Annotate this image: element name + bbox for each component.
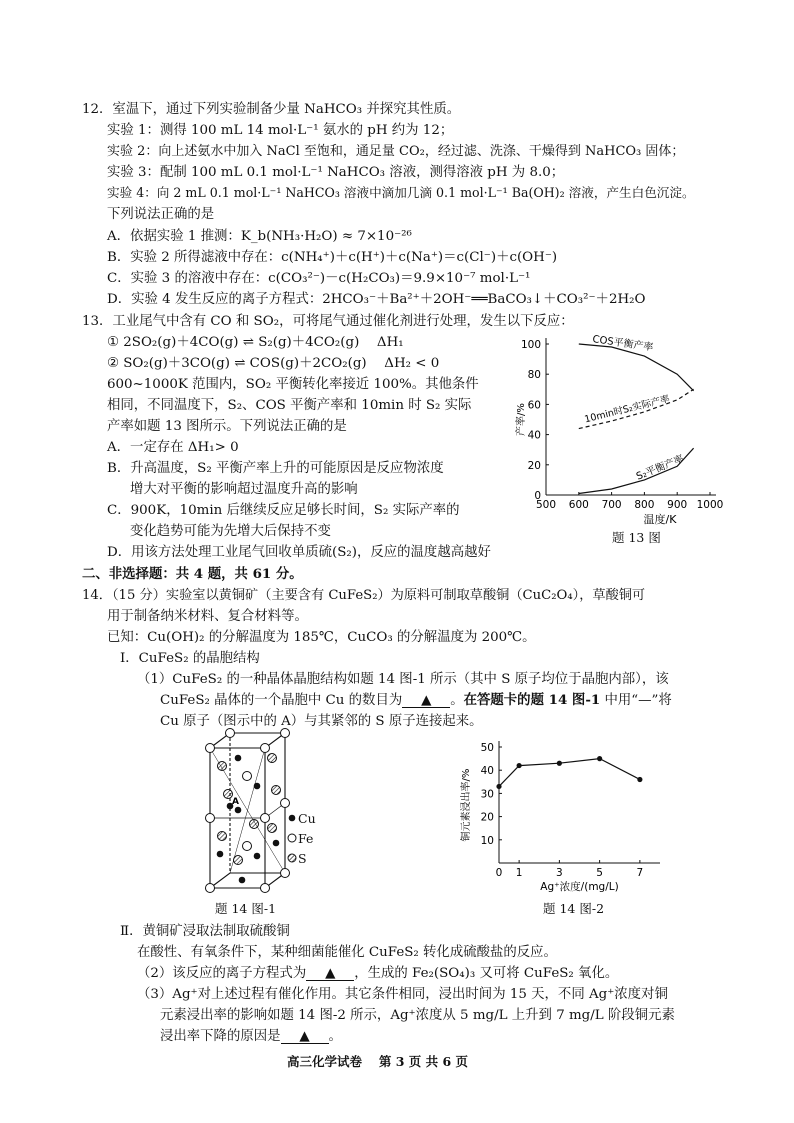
q13-option-a: A．一定存在 ΔH₁> 0 [107, 440, 239, 455]
q14-q1-line3: Cu 原子（图示中的 A）与其紧邻的 S 原子连接起来。 [160, 714, 483, 729]
y-tick-label: 0 [534, 490, 541, 502]
data-point [496, 784, 501, 789]
cu-legend-marker [289, 815, 296, 822]
y-tick-label: 40 [527, 429, 541, 442]
q14-q2-answer-blank: ▲ [306, 967, 354, 981]
q13-option-b-2: 增大对平衡的影响超过温度升高的影响 [130, 482, 358, 497]
q14-q3-line2: 元素浸出率的影响如题 14 图-2 所示，Ag⁺浓度从 5 mg/L 上升到 7 mg/L 阶段铜元素 [160, 1008, 675, 1023]
s-legend-marker [288, 854, 296, 862]
x-tick-label: 900 [667, 499, 688, 511]
q14-q1-period: 。 [450, 693, 464, 708]
data-point [557, 761, 562, 766]
q14-stem-2: 用于制备纳米材料、复合材料等。 [107, 609, 308, 624]
q14-q3-line3 [160, 1030, 342, 1044]
q14-q3-period: 。 [328, 1029, 342, 1044]
page-footer: 高三化学试卷 第 3 页 共 6 页 [287, 1054, 469, 1069]
series-label-s2-eq: S₂平衡产率 [634, 453, 686, 483]
x-tick-label: 600 [568, 499, 589, 511]
q14-q2-line [137, 967, 618, 981]
x-tick-label: 5 [596, 867, 603, 879]
q14-q1-bold-instruction: 在答题卡的题 14 图-1 [463, 692, 601, 708]
q13-text-1: 600~1000K 范围内，SO₂ 平衡转化率接近 100%。其他条件 [107, 377, 479, 392]
q14-part2-title: Ⅱ．黄铜矿浸取法制取硫酸铜 [120, 924, 290, 939]
q14-q1-tail: 中用“—”将 [600, 693, 672, 708]
q14-q3-line1: （3）Ag⁺对上述过程有催化作用。其它条件相同，浸出时间为 15 天，不同 Ag⁺浓度对铜 [137, 987, 668, 1002]
q12-exp3: 实验 3：配制 100 mL 0.1 mol·L⁻¹ NaHCO₃ 溶液，测得溶液 pH 为 8.0； [107, 165, 565, 180]
q14-q1-line1: （1）CuFeS₂ 的一种晶体晶胞结构如题 14 图-1 所示（其中 S 原子均位于晶胞内部），该 [137, 672, 669, 687]
q13-chart-caption: 题 13 图 [612, 530, 661, 545]
y-axis-label: 铜元素浸出率/% [461, 768, 472, 842]
x-tick-label: 1000 [696, 499, 724, 511]
q13-option-b-1: B．升高温度，S₂ 平衡产率上升的可能原因是反应物浓度 [107, 461, 444, 476]
q12-option-c: C．实验 3 的溶液中存在：c(CO₃²⁻)－c(H₂CO₃)＝9.9×10⁻⁷ mol·L⁻¹ [107, 271, 531, 286]
y-tick-label: 20 [527, 459, 541, 472]
y-tick-label: 40 [480, 765, 494, 778]
y-tick-label: 30 [480, 788, 494, 801]
x-tick-label: 3 [556, 867, 563, 879]
q14-q3-text: 浸出率下降的原因是 [160, 1029, 281, 1044]
q12-option-d: D．实验 4 发生反应的离子方程式：2HCO₃⁻＋Ba²⁺＋2OH⁻══BaCO₃↓＋CO₃²⁻＋2H₂O [107, 292, 646, 307]
q13-text-3: 产率如题 13 图所示。下列说法正确的是 [107, 419, 347, 434]
fe-legend-marker [288, 834, 296, 842]
q12-option-b: B．实验 2 所得滤液中存在：c(NH₄⁺)＋c(H⁺)＋c(Na⁺)＝c(Cl⁻)＋c(OH⁻) [107, 250, 558, 265]
q14-chart [455, 735, 695, 900]
s-legend-label: S [298, 851, 307, 866]
x-tick-label: 800 [634, 499, 655, 511]
series-label-cos: COS平衡产率 [591, 334, 654, 354]
q12-ask: 下列说法正确的是 [107, 207, 215, 222]
q14-q1-answer-blank: ▲ [402, 694, 450, 708]
q13-option-d: D．用该方法处理工业尾气回收单质硫(S₂)，反应的温度越高越好 [107, 545, 491, 560]
section-heading: 二、非选择题：共 4 题，共 61 分。 [82, 566, 303, 582]
q14-known: 已知：Cu(OH)₂ 的分解温度为 185℃，CuCO₃ 的分解温度为 200℃。 [107, 630, 536, 645]
cu-legend-label: Cu [298, 811, 316, 826]
q13-chart [500, 330, 730, 530]
x-axis-label: Ag⁺浓度/(mg/L) [540, 881, 619, 893]
q13-reaction-2: ② SO₂(g)＋3CO(g) ⇌ COS(g)＋2CO₂(g) ΔH₂ < 0 [107, 356, 440, 371]
q14-q1-line2 [160, 694, 672, 708]
q14-q1-text: CuFeS₂ 晶体的一个晶胞中 Cu 的数目为 [160, 693, 403, 708]
q14-stem: 14．（15 分）实验室以黄铜矿（主要含有 CuFeS₂）为原料可制取草酸铜（CuC₂O₄），草酸铜可 [82, 588, 646, 603]
q13-text-2: 相同，不同温度下，S₂、COS 平衡产率和 10min 时 S₂ 实际 [107, 398, 472, 413]
data-point [517, 763, 522, 768]
fig-14-1-caption: 题 14 图-1 [215, 901, 277, 916]
q13-option-c-2: 变化趋势可能为先增大后保持不变 [130, 524, 331, 539]
data-point [637, 777, 642, 782]
x-tick-label: 500 [535, 499, 557, 511]
data-point [597, 756, 602, 761]
y-tick-label: 10 [480, 834, 494, 847]
fig-14-2-caption: 题 14 图-2 [543, 901, 605, 916]
q14-q2-tail: ，生成的 Fe₂(SO₄)₃ 又可将 CuFeS₂ 氧化。 [354, 966, 619, 981]
y-tick-label: 60 [527, 399, 541, 412]
x-tick-label: 0 [495, 867, 503, 879]
q12-exp4: 实验 4：向 2 mL 0.1 mol·L⁻¹ NaHCO₃ 溶液中滴加几滴 0.1 mol·L⁻¹ Ba(OH)₂ 溶液，产生白色沉淀。 [107, 185, 695, 200]
q12-exp2: 实验 2：向上述氨水中加入 NaCl 至饱和，通足量 CO₂，经过滤、洗涤、干燥得到 NaHCO₃ 固体； [107, 144, 685, 159]
y-tick-label: 20 [480, 811, 494, 824]
q14-part1-title: Ⅰ．CuFeS₂ 的晶胞结构 [120, 651, 260, 666]
q13-option-c-1: C．900K，10min 后继续反应足够长时间，S₂ 实际产率的 [107, 503, 460, 518]
x-tick-label: 7 [636, 867, 644, 879]
series-line [499, 759, 640, 787]
series-label-s2-actual: 10min时S₂实际产率 [583, 393, 671, 426]
q14-q3-answer-blank: ▲ [281, 1030, 329, 1044]
q14-part2-text: 在酸性、有氧条件下，某种细菌能催化 CuFeS₂ 转化成硫酸盐的反应。 [137, 945, 557, 960]
y-axis-label: 产率/% [516, 403, 527, 436]
q12-option-a: A．依据实验 1 推测：K_b(NH₃·H₂O) ≈ 7×10⁻²⁶ [107, 229, 412, 244]
q14-q2-text: （2）该反应的离子方程式为 [137, 966, 307, 981]
x-tick-label: 700 [601, 499, 622, 511]
q12-exp1: 实验 1：测得 100 mL 14 mol·L⁻¹ 氨水的 pH 约为 12； [107, 123, 454, 138]
y-tick-label: 100 [520, 339, 541, 351]
fe-legend-label: Fe [298, 831, 314, 846]
y-tick-label: 80 [527, 369, 541, 382]
q13-stem: 13．工业尾气中含有 CO 和 SO₂，可将尾气通过催化剂进行处理，发生以下反应： [82, 314, 574, 329]
q13-reaction-1: ① 2SO₂(g)＋4CO(g) ⇌ S₂(g)＋4CO₂(g) ΔH₁ [107, 335, 404, 350]
x-axis-label: 温度/K [643, 513, 677, 526]
x-tick-label: 1 [515, 867, 523, 879]
q12-stem: 12．室温下，通过下列实验制备少量 NaHCO₃ 并探究其性质。 [82, 102, 461, 117]
y-tick-label: 50 [480, 742, 494, 754]
atom-a-label: A [232, 797, 239, 807]
